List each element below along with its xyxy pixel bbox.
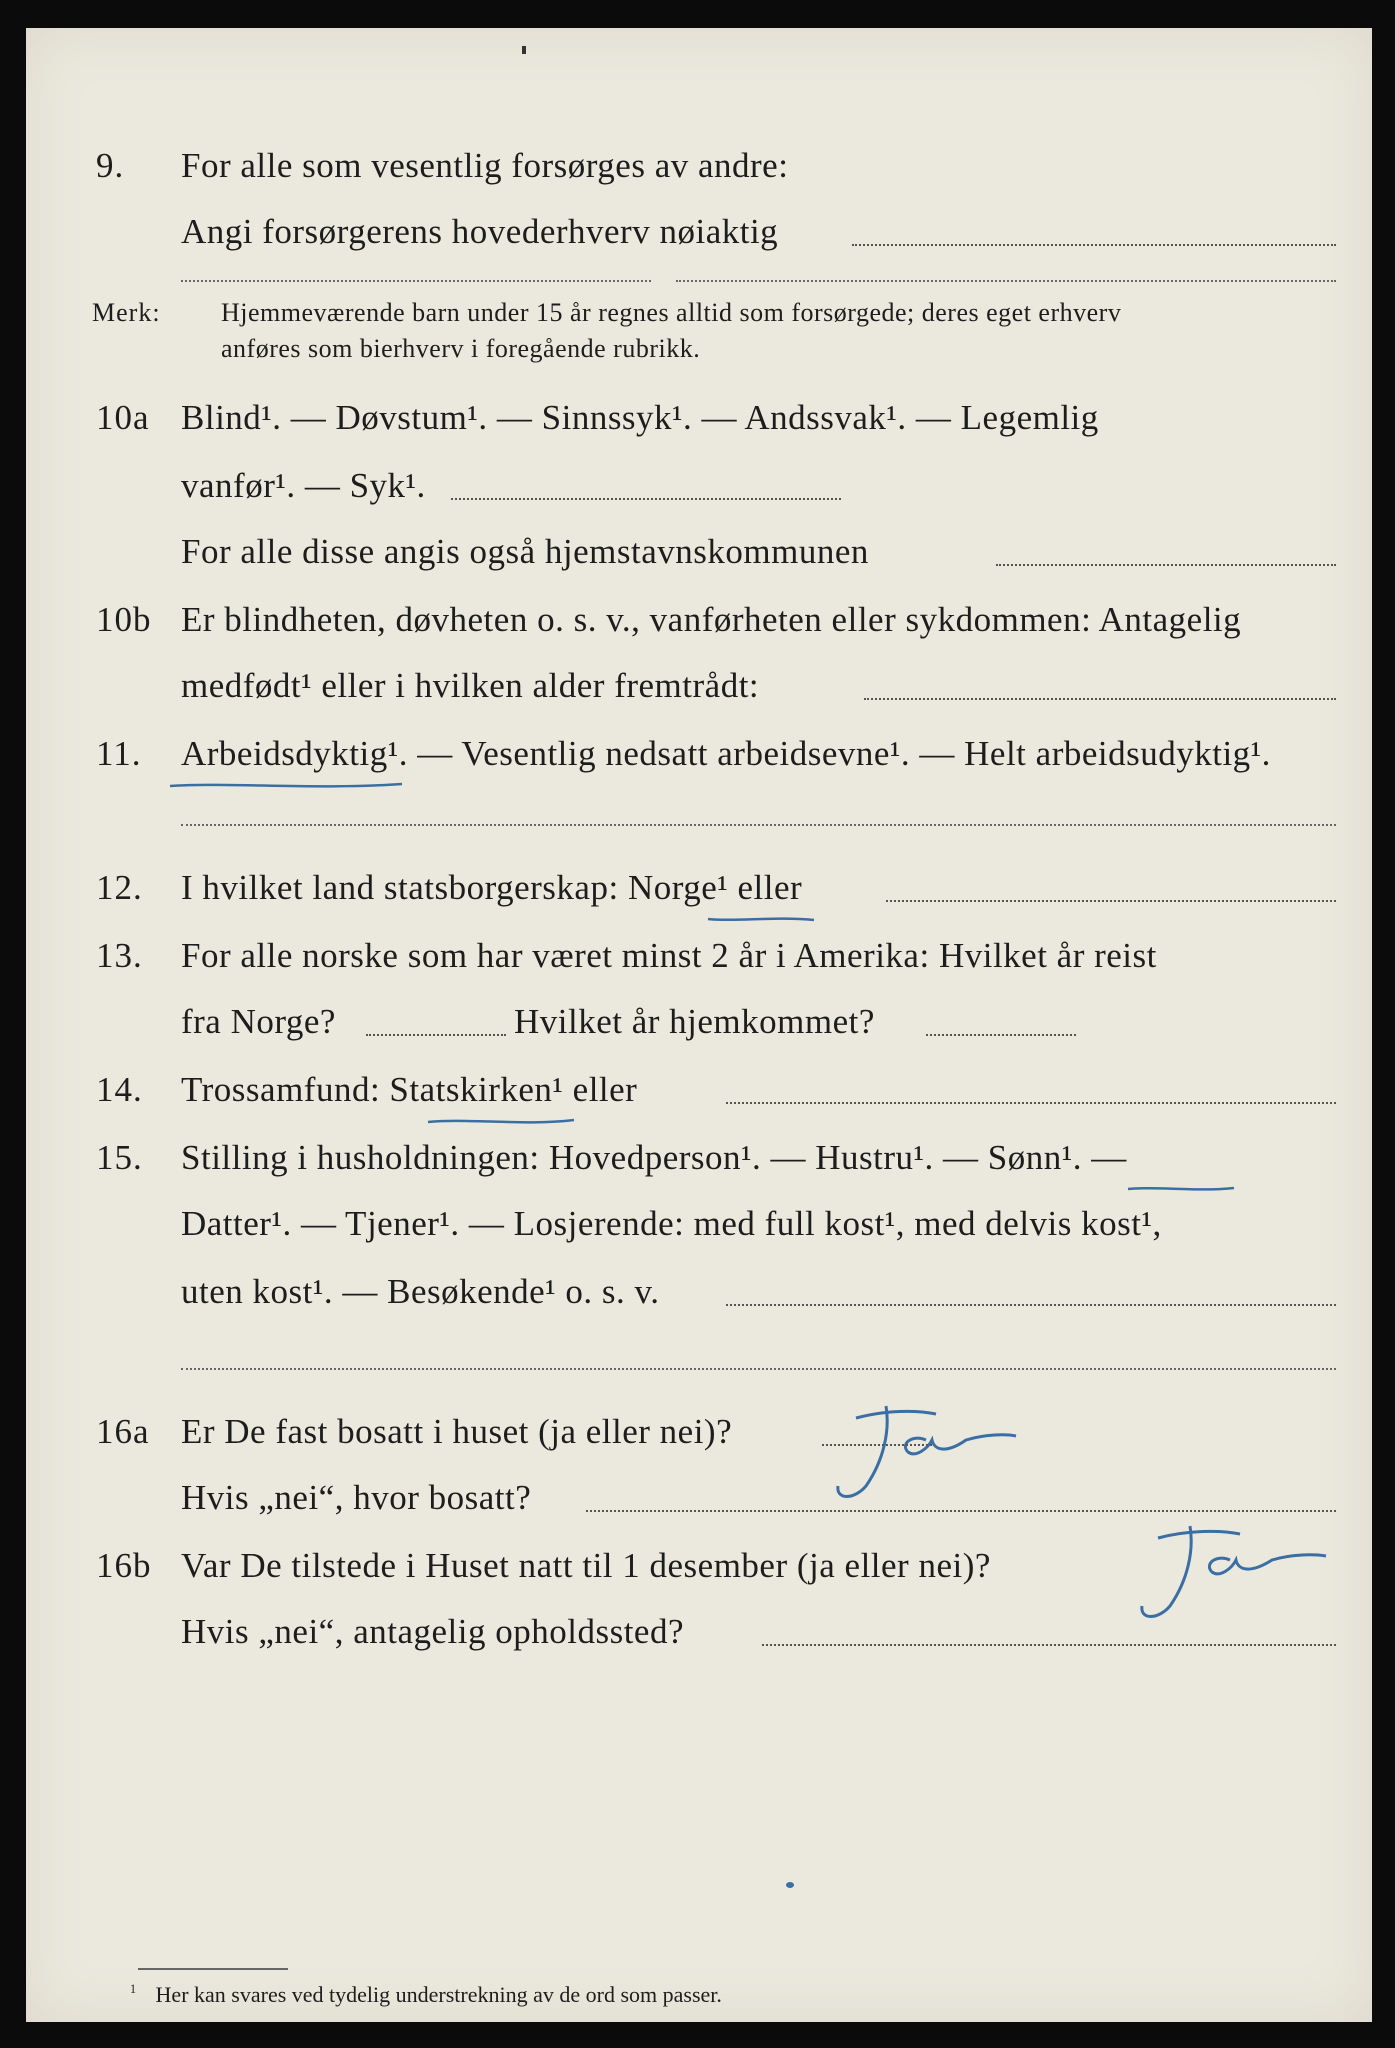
question-number: 12. [96,868,143,907]
question-text: Arbeidsdyktig¹. — Vesentlig nedsatt arbeidsevne¹. — Helt arbeidsudyktig¹. [181,734,1271,773]
ink-speck [522,46,526,54]
question-12 [26,860,1372,916]
question-text: Blind¹. — Døvstum¹. — Sinnssyk¹. — Andssvak¹. — Legemlig [181,398,1099,437]
question-text: I hvilket land statsborgerskap: Norge¹ eller [181,868,803,907]
answer-line[interactable] [852,244,1336,246]
question-number: 13. [96,936,143,975]
answer-line[interactable] [366,1034,506,1036]
question-text: Datter¹. — Tjener¹. — Losjerende: med full kost¹, med delvis kost¹, [181,1204,1162,1243]
footnote [130,1982,722,2008]
question-10b-line-2 [26,658,1372,714]
answer-line[interactable] [864,698,1336,700]
question-text: fra Norge? [181,1002,336,1041]
note-label: Merk: [92,298,161,327]
question-number: 10a [96,398,150,437]
note-text: Hjemmeværende barn under 15 år regnes alltid som forsørgede; deres eget erhverv [221,298,1122,327]
question-text: medfødt¹ eller i hvilken alder fremtrådt: [181,666,760,705]
question-number: 15. [96,1138,143,1177]
answer-line[interactable] [822,1444,932,1446]
footnote-mark: 1 [130,1982,137,1996]
footnote-text: Her kan svares ved tydelig understrekning av de ord som passer. [155,1982,722,2008]
question-10a-line-3 [26,524,1372,580]
ink-speck [786,1882,794,1888]
question-14 [26,1062,1372,1118]
answer-line[interactable] [676,280,1336,282]
question-text: uten kost¹. — Besøkende¹ o. s. v. [181,1272,660,1311]
question-13-line-2 [26,994,1372,1050]
answer-line[interactable] [181,824,1336,826]
question-text: vanfør¹. — Syk¹. [181,466,426,505]
question-10a [26,390,1372,446]
answer-line[interactable] [926,1034,1076,1036]
question-16a [26,1404,1372,1460]
question-16b-line-2 [26,1604,1372,1660]
answer-line[interactable] [586,1510,1336,1512]
question-text: For alle som vesentlig forsørges av andre: [181,146,789,185]
question-text: Er blindheten, døvheten o. s. v., vanførheten eller sykdommen: Antagelig [181,600,1242,639]
answer-line[interactable] [181,1368,1336,1370]
question-number: 10b [96,600,152,639]
question-text: Hvilket år hjemkommet? [514,1002,875,1041]
question-text: Var De tilstede i Huset natt til 1 desember (ja eller nei)? [181,1546,991,1585]
handwritten-underline [1126,1182,1236,1196]
question-number: 9. [96,146,125,185]
answer-line[interactable] [181,280,651,282]
question-text: Hvis „nei“, hvor bosatt? [181,1478,532,1517]
question-15-line-2 [26,1196,1372,1252]
question-number: 14. [96,1070,143,1109]
question-text: Er De fast bosatt i huset (ja eller nei)? [181,1412,733,1451]
question-11 [26,726,1372,782]
note-text: anføres som bierhverv i foregående rubrikk. [221,334,701,363]
footnote-rule [138,1968,288,1970]
question-text: Trossamfund: Statskirken¹ eller [181,1070,638,1109]
question-10a-line-2 [26,458,1372,514]
question-10b [26,592,1372,648]
question-text: Hvis „nei“, antagelig opholdssted? [181,1612,684,1651]
question-16a-line-2 [26,1470,1372,1526]
answer-line[interactable] [762,1644,1336,1646]
question-number: 11. [96,734,142,773]
answer-line[interactable] [886,900,1336,902]
question-number: 16b [96,1546,152,1585]
question-text: For alle norske som har været minst 2 år i Amerika: Hvilket år reist [181,936,1157,975]
handwritten-underline [166,778,406,792]
question-16b [26,1538,1372,1594]
question-15 [26,1130,1372,1186]
answer-line[interactable] [451,498,841,500]
census-form-page [26,28,1372,2022]
question-text: Angi forsørgerens hovederhverv nøiaktig [181,212,779,251]
question-text: For alle disse angis også hjemstavnskommunen [181,532,869,571]
question-13 [26,928,1372,984]
question-15-line-3 [26,1264,1372,1320]
answer-line[interactable] [726,1102,1336,1104]
handwritten-underline [426,1114,576,1128]
question-number: 16a [96,1412,150,1451]
handwritten-underline [706,912,816,926]
answer-line[interactable] [726,1304,1336,1306]
question-9-line-2 [26,204,1372,260]
answer-line[interactable] [996,564,1336,566]
question-text: Stilling i husholdningen: Hovedperson¹. — Hustru¹. — Sønn¹. — [181,1138,1127,1177]
question-9 [26,138,1372,194]
